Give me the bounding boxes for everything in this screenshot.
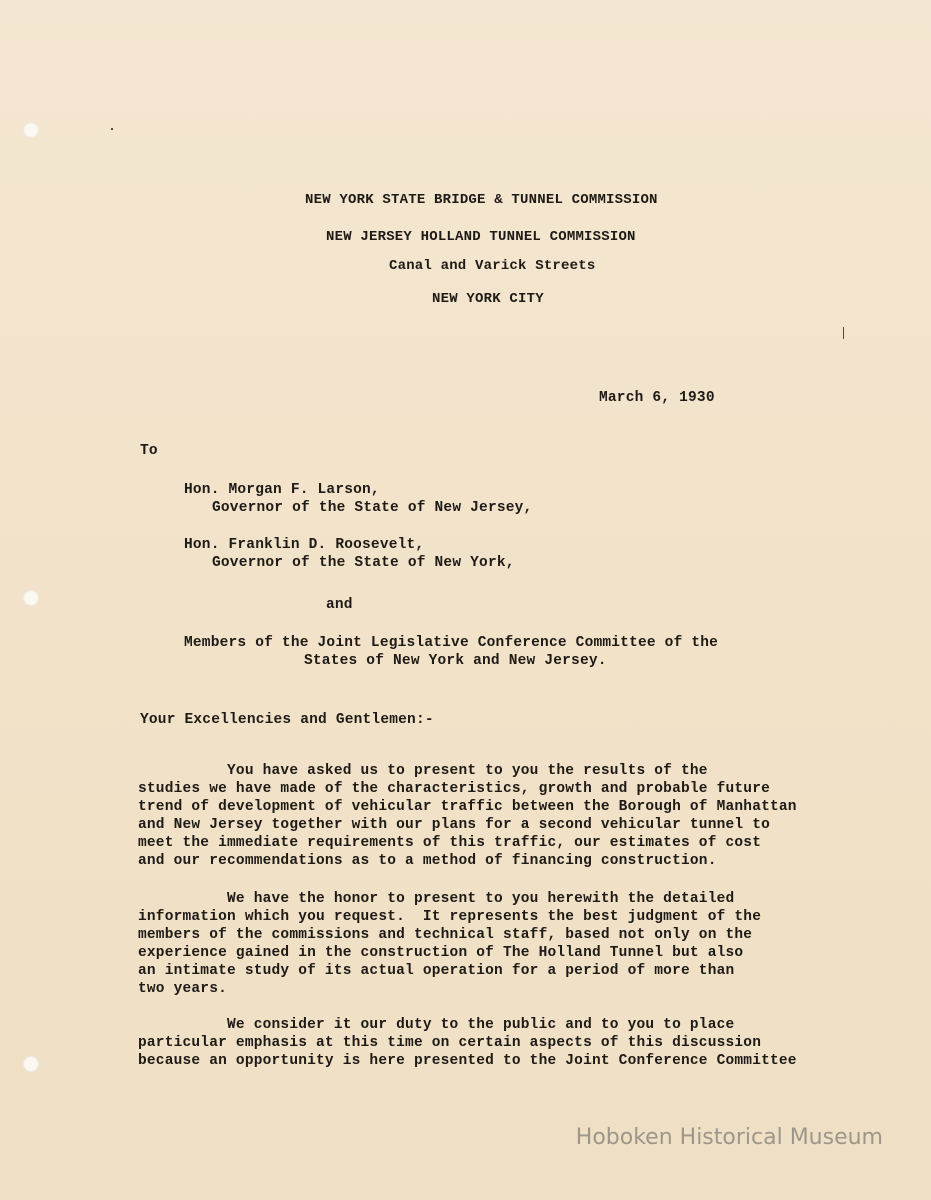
and-conjunction: and <box>326 597 353 613</box>
addressee-2-name: Hon. Franklin D. Roosevelt, <box>184 537 425 553</box>
paragraph-line: two years. <box>138 981 228 997</box>
paragraph-2 <box>138 890 761 998</box>
letter-date: March 6, 1930 <box>599 390 715 406</box>
paragraph-line: meet the immediate requirements of this traffic, our estimates of cost <box>138 835 762 851</box>
addressee-3-line2: States of New York and New Jersey. <box>304 653 607 669</box>
letterhead-line1: NEW YORK STATE BRIDGE & TUNNEL COMMISSION <box>305 192 658 208</box>
paragraph-3 <box>138 1016 797 1070</box>
to-label: To <box>140 443 158 459</box>
paper-speck <box>111 128 113 130</box>
paragraph-line: and our recommendations as to a method of financing construction. <box>138 853 717 869</box>
salutation: Your Excellencies and Gentlemen:- <box>140 712 434 728</box>
addressee-1-title: Governor of the State of New Jersey, <box>212 500 533 516</box>
paragraph-line: experience gained in the construction of The Holland Tunnel but also <box>138 945 744 961</box>
paragraph-1 <box>138 762 797 870</box>
paragraph-line: We have the honor to present to you herewith the detailed <box>138 891 735 907</box>
museum-watermark: Hoboken Historical Museum <box>575 1125 883 1150</box>
binder-hole <box>23 122 39 138</box>
paragraph-line: trend of development of vehicular traffic between the Borough of Manhattan <box>138 799 797 815</box>
letterhead-line3: Canal and Varick Streets <box>389 258 596 274</box>
binder-hole <box>23 590 39 606</box>
paragraph-line: members of the commissions and technical staff, based not only on the <box>138 927 753 943</box>
paragraph-line: and New Jersey together with our plans for a second vehicular tunnel to <box>138 817 771 833</box>
letterhead-line2: NEW JERSEY HOLLAND TUNNEL COMMISSION <box>326 229 636 245</box>
paragraph-line: studies we have made of the characteristics, growth and probable future <box>138 781 771 797</box>
paragraph-line: an intimate study of its actual operation for a period of more than <box>138 963 735 979</box>
paper-speck <box>843 327 844 339</box>
paragraph-line: We consider it our duty to the public and to you to place <box>138 1017 735 1033</box>
addressee-3-line1: Members of the Joint Legislative Conference Committee of the <box>184 635 719 651</box>
letterhead-line4: NEW YORK CITY <box>432 291 544 307</box>
paragraph-line: information which you request. It represents the best judgment of the <box>138 909 762 925</box>
paragraph-line: particular emphasis at this time on certain aspects of this discussion <box>138 1035 762 1051</box>
paragraph-line: because an opportunity is here presented to the Joint Conference Committee <box>138 1053 797 1069</box>
binder-hole <box>23 1056 39 1072</box>
paragraph-line: You have asked us to present to you the results of the <box>138 763 708 779</box>
addressee-1-name: Hon. Morgan F. Larson, <box>184 482 380 498</box>
addressee-2-title: Governor of the State of New York, <box>212 555 515 571</box>
